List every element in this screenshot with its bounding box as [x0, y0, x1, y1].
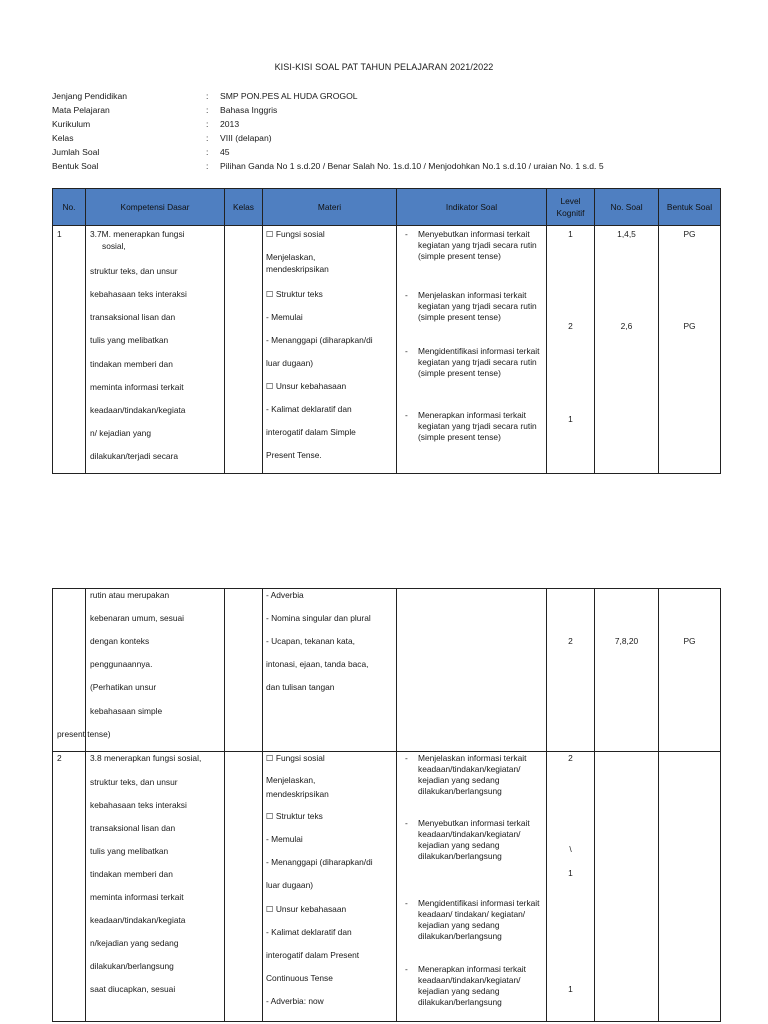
- cell-level: [547, 589, 595, 752]
- materi-line: Menjelaskan,: [266, 775, 316, 785]
- kd-line: struktur teks, dan unsur: [90, 266, 178, 276]
- materi-line: interogatif dalam Simple: [266, 427, 356, 437]
- cell-no: [53, 752, 86, 1022]
- cell-materi: [263, 226, 397, 474]
- header-no: No.: [53, 189, 86, 226]
- info-colon: :: [206, 91, 209, 101]
- cell-kelas: [225, 752, 263, 1022]
- materi-line: - Nomina singular dan plural: [266, 613, 371, 623]
- info-value: Bahasa Inggris: [220, 105, 278, 115]
- info-value: 45: [220, 147, 230, 157]
- table-row: [53, 752, 721, 1022]
- header-no-soal: No. Soal: [595, 189, 659, 226]
- materi-line: - Adverbia: now: [266, 996, 324, 1006]
- bullet-dash: -: [405, 964, 408, 974]
- kd-line: struktur teks, dan unsur: [90, 777, 178, 787]
- kd-line: kebahasaan teks interaksi: [90, 800, 187, 810]
- materi-line: ☐ Unsur kebahasaan: [266, 381, 347, 391]
- level-value: \: [569, 844, 572, 854]
- kd-line: kebenaran umum, sesuai: [90, 613, 185, 623]
- materi-line: ☐ Unsur kebahasaan: [266, 904, 347, 914]
- kd-line: sosial,: [102, 241, 126, 251]
- indikator-text: Menjelaskan informasi terkait keadaan/tindakan/kegiatan/ kejadian yang sedang dilakukan/berlangsung: [418, 753, 527, 796]
- table-row: [53, 226, 721, 474]
- row-number: 1: [57, 229, 62, 239]
- kisi-table-page-1: [52, 188, 721, 474]
- indikator-text: Menjelaskan informasi terkait kegiatan yang trjadi secara rutin (simple present tense): [418, 290, 537, 322]
- cell-materi: [263, 589, 397, 752]
- materi-line: mendeskripsikan: [266, 789, 329, 799]
- kd-line: saat diucapkan, sesuai: [90, 984, 176, 994]
- indikator-text: Menerapkan informasi terkait keadaan/tindakan/kegiatan/ kejadian yang sedang dilakukan/berlangsung: [418, 964, 526, 1007]
- bentuk-soal-value: PG: [683, 636, 696, 646]
- level-value: 1: [568, 868, 573, 878]
- kd-line: meminta informasi terkait: [90, 892, 184, 902]
- bentuk-soal-value: PG: [683, 321, 696, 331]
- kd-line: tindakan memberi dan: [90, 869, 173, 879]
- materi-line: - Menanggapi (diharapkan/di: [266, 857, 373, 867]
- bullet-dash: -: [405, 818, 408, 828]
- bullet-dash: -: [405, 346, 408, 356]
- table-header-row: [53, 189, 721, 226]
- level-value: 1: [568, 414, 573, 424]
- cell-level: [547, 752, 595, 1022]
- info-value: SMP PON.PES AL HUDA GROGOL: [220, 91, 358, 101]
- indikator-text: Menyebutkan informasi terkait keadaan/tindakan/kegiatan/ kejadian yang sedang dilakukan/berlangsung: [418, 818, 530, 861]
- kd-line: n/kejadian yang sedang: [90, 938, 179, 948]
- level-value: 1: [568, 229, 573, 239]
- bullet-dash: -: [405, 229, 408, 239]
- materi-line: mendeskripsikan: [266, 264, 329, 274]
- indikator-text: Mengidentifikasi informasi terkait kegiatan yang trjadi secara rutin (simple present tense): [418, 346, 540, 378]
- no-soal-value: 7,8,20: [614, 636, 639, 646]
- cell-kelas: [225, 226, 263, 474]
- info-label: Bentuk Soal: [52, 161, 99, 171]
- cell-kompetensi-dasar: [86, 589, 225, 752]
- info-label: Jenjang Pendidikan: [52, 91, 128, 101]
- info-label: Mata Pelajaran: [52, 105, 110, 115]
- kd-line: meminta informasi terkait: [90, 382, 184, 392]
- kd-line: kebahasaan teks interaksi: [90, 289, 187, 299]
- info-label: Jumlah Soal: [52, 147, 100, 157]
- cell-bentuk-soal: [659, 589, 721, 752]
- materi-line: - Memulai: [266, 834, 303, 844]
- materi-line: luar dugaan): [266, 880, 314, 890]
- kd-line: transaksional lisan dan: [90, 823, 176, 833]
- cell-bentuk-soal: [659, 226, 721, 474]
- materi-line: ☐ Fungsi sosial: [266, 753, 325, 763]
- cell-no-soal: [595, 589, 659, 752]
- level-value: 2: [568, 636, 573, 646]
- header-kelas: Kelas: [225, 189, 263, 226]
- info-label: Kelas: [52, 133, 74, 143]
- kd-line: tulis yang melibatkan: [90, 335, 169, 345]
- bullet-dash: -: [405, 753, 408, 763]
- kisi-table-page-2: [52, 588, 721, 1022]
- kd-line: dilakukan/berlangsung: [90, 961, 174, 971]
- bentuk-soal-value: PG: [683, 229, 696, 239]
- cell-kompetensi-dasar: [86, 752, 225, 1022]
- cell-indikator: [397, 589, 547, 752]
- level-value: 2: [568, 753, 573, 763]
- row-number: 2: [57, 753, 62, 763]
- materi-line: Continuous Tense: [266, 973, 333, 983]
- cell-no: [53, 589, 111, 752]
- bullet-dash: -: [405, 410, 408, 420]
- no-soal-value: 2,6: [620, 321, 633, 331]
- info-value: VIII (delapan): [220, 133, 272, 143]
- header-kompetensi-dasar: Kompetensi Dasar: [86, 189, 225, 226]
- info-value: Pilihan Ganda No 1 s.d.20 / Benar Salah No. 1s.d.10 / Menjodohkan No.1 s.d.10 / uraian No. 1 s.d. 5: [220, 161, 604, 171]
- kd-line: transaksional lisan dan: [90, 312, 176, 322]
- header-bentuk-soal: Bentuk Soal: [659, 189, 721, 226]
- materi-line: interogatif dalam Present: [266, 950, 360, 960]
- info-colon: :: [206, 105, 209, 115]
- table-row: [53, 589, 721, 752]
- cell-indikator: [397, 226, 547, 474]
- kd-line: 3.8 menerapkan fungsi sosial,: [90, 753, 202, 763]
- info-colon: :: [206, 119, 209, 129]
- kd-line: keadaan/tindakan/kegiata: [90, 405, 186, 415]
- materi-line: ☐ Fungsi sosial: [266, 229, 325, 239]
- header-materi: Materi: [263, 189, 397, 226]
- materi-line: ☐ Struktur teks: [266, 289, 323, 299]
- materi-line: - Kalimat deklaratif dan: [266, 927, 352, 937]
- kd-line: n/ kejadian yang: [90, 428, 151, 438]
- kd-line: rutin atau merupakan: [90, 590, 170, 600]
- level-value: 2: [568, 321, 573, 331]
- cell-bentuk-soal: [659, 752, 721, 1022]
- info-colon: :: [206, 133, 209, 143]
- kd-line: penggunaannya.: [90, 659, 153, 669]
- cell-level: [547, 226, 595, 474]
- cell-no: [53, 226, 86, 474]
- indikator-text: Mengidentifikasi informasi terkait keadaan/ tindakan/ kegiatan/ kejadian yang sedang dilakukan/berlangsung: [418, 898, 540, 941]
- bullet-dash: -: [405, 290, 408, 300]
- bullet-dash: -: [405, 898, 408, 908]
- kd-line: 3.7M. menerapkan fungsi: [90, 229, 185, 239]
- materi-line: dan tulisan tangan: [266, 682, 335, 692]
- kd-line: (Perhatikan unsur: [90, 682, 157, 692]
- materi-line: - Adverbia: [266, 590, 304, 600]
- materi-line: - Kalimat deklaratif dan: [266, 404, 352, 414]
- kd-line: keadaan/tindakan/kegiata: [90, 915, 186, 925]
- materi-line: - Menanggapi (diharapkan/di: [266, 335, 373, 345]
- info-colon: :: [206, 161, 209, 171]
- kd-line: dengan konteks: [90, 636, 150, 646]
- info-label: Kurikulum: [52, 119, 91, 129]
- materi-line: intonasi, ejaan, tanda baca,: [266, 659, 369, 669]
- cell-kompetensi-dasar: [86, 226, 225, 474]
- header-indikator-soal: Indikator Soal: [397, 189, 547, 226]
- cell-materi: [263, 752, 397, 1022]
- materi-line: - Ucapan, tekanan kata,: [266, 636, 355, 646]
- materi-line: - Memulai: [266, 312, 303, 322]
- info-value: 2013: [220, 119, 240, 129]
- kd-line: present tense): [57, 729, 111, 739]
- cell-no-soal: [595, 226, 659, 474]
- level-value: 1: [568, 984, 573, 994]
- kd-line: tindakan memberi dan: [90, 359, 173, 369]
- kd-line: dilakukan/terjadi secara: [90, 451, 178, 461]
- materi-line: ☐ Struktur teks: [266, 811, 323, 821]
- cell-no-soal: [595, 752, 659, 1022]
- cell-kelas: [225, 589, 263, 752]
- kd-line: kebahasaan simple: [90, 706, 163, 716]
- indikator-text: Menerapkan informasi terkait kegiatan yang trjadi secara rutin (simple present tense): [418, 410, 537, 442]
- cell-indikator: [397, 752, 547, 1022]
- indikator-text: Menyebutkan informasi terkait kegiatan yang trjadi secara rutin (simple present tense): [418, 229, 537, 261]
- document-title: KISI-KISI SOAL PAT TAHUN PELAJARAN 2021/2022: [274, 62, 494, 72]
- materi-line: luar dugaan): [266, 358, 314, 368]
- info-colon: :: [206, 147, 209, 157]
- materi-line: Menjelaskan,: [266, 252, 316, 262]
- header-level-kognitif: Level Kognitif: [547, 189, 595, 226]
- no-soal-value: 1,4,5: [617, 229, 636, 239]
- kd-line: tulis yang melibatkan: [90, 846, 169, 856]
- materi-line: Present Tense.: [266, 450, 322, 460]
